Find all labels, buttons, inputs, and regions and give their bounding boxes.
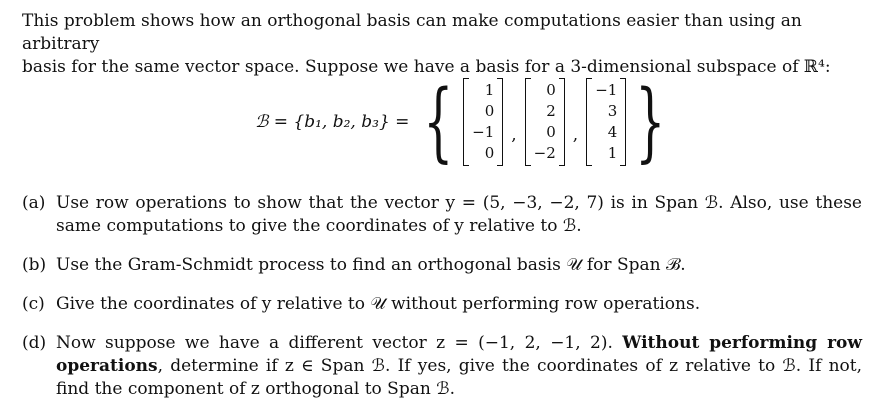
part-label: (d) [22, 333, 47, 353]
set-close-brace: } [635, 72, 666, 172]
part-label: (a) [22, 193, 46, 213]
part-d [22, 332, 862, 401]
vector-entry: −1 [595, 81, 618, 99]
vector-entry: 1 [607, 144, 618, 162]
part-text: Use row operations to show that the vector y = (5, −3, −2, 7) is in Span ℬ. Also, use these same computations to give the coordinates of y relative to ℬ. [56, 193, 862, 236]
basis-equation-lhs: ℬ = {b₁, b₂, b₃} = [255, 112, 410, 132]
part-text: Give the coordinates of y relative to 𝒰 without performing row operations. [56, 294, 701, 314]
problem-intro [22, 10, 862, 79]
set-open-brace: { [423, 72, 454, 172]
vector-entry: 0 [484, 102, 495, 120]
basis-vector-b1 [463, 78, 503, 166]
bracket-right [620, 78, 626, 166]
vector-entry: 2 [546, 102, 556, 120]
part-label: (c) [22, 294, 45, 314]
vector-entry: 0 [484, 144, 495, 162]
vector-separator: , [511, 125, 517, 145]
part-text-start: Now suppose we have a different vector z = (−1, 2, −1, 2). [56, 333, 623, 353]
vector-separator: , [572, 125, 579, 145]
part-text [56, 332, 862, 401]
vector-entry: 1 [484, 81, 495, 99]
vector-entry: 4 [607, 123, 618, 141]
bracket-right [497, 78, 503, 166]
part-a [22, 192, 862, 238]
intro-line-2: basis for the same vector space. Suppose we have a basis for a 3-dimensional subspace of ℝ⁴: [22, 57, 831, 77]
vector-entry: 0 [546, 81, 556, 99]
part-c [22, 293, 862, 316]
part-text-end: , determine if z ∈ Span ℬ. If yes, give the coordinates of z relative to ℬ. If not, find the component of z orthogonal to Span ℬ. [56, 356, 862, 399]
vector-entry: 3 [607, 102, 618, 120]
basis-vector-b3 [586, 78, 626, 166]
part-text: Use the Gram-Schmidt process to find an orthogonal basis 𝒰 for Span ℬ. [56, 255, 686, 275]
basis-equation [255, 74, 672, 170]
problem-parts [22, 192, 862, 417]
vector-entry: −1 [472, 123, 495, 141]
vector-entry: 0 [546, 123, 556, 141]
intro-line-1: This problem shows how an orthogonal basis can make computations easier than using an arbitrary [22, 11, 802, 54]
part-b [22, 254, 862, 277]
part-label: (b) [22, 255, 47, 275]
part-text-emphasis: Without performing row operations [56, 333, 863, 376]
bracket-right [559, 78, 565, 166]
basis-vector-b2 [525, 78, 565, 166]
vector-entry: −2 [533, 144, 556, 162]
